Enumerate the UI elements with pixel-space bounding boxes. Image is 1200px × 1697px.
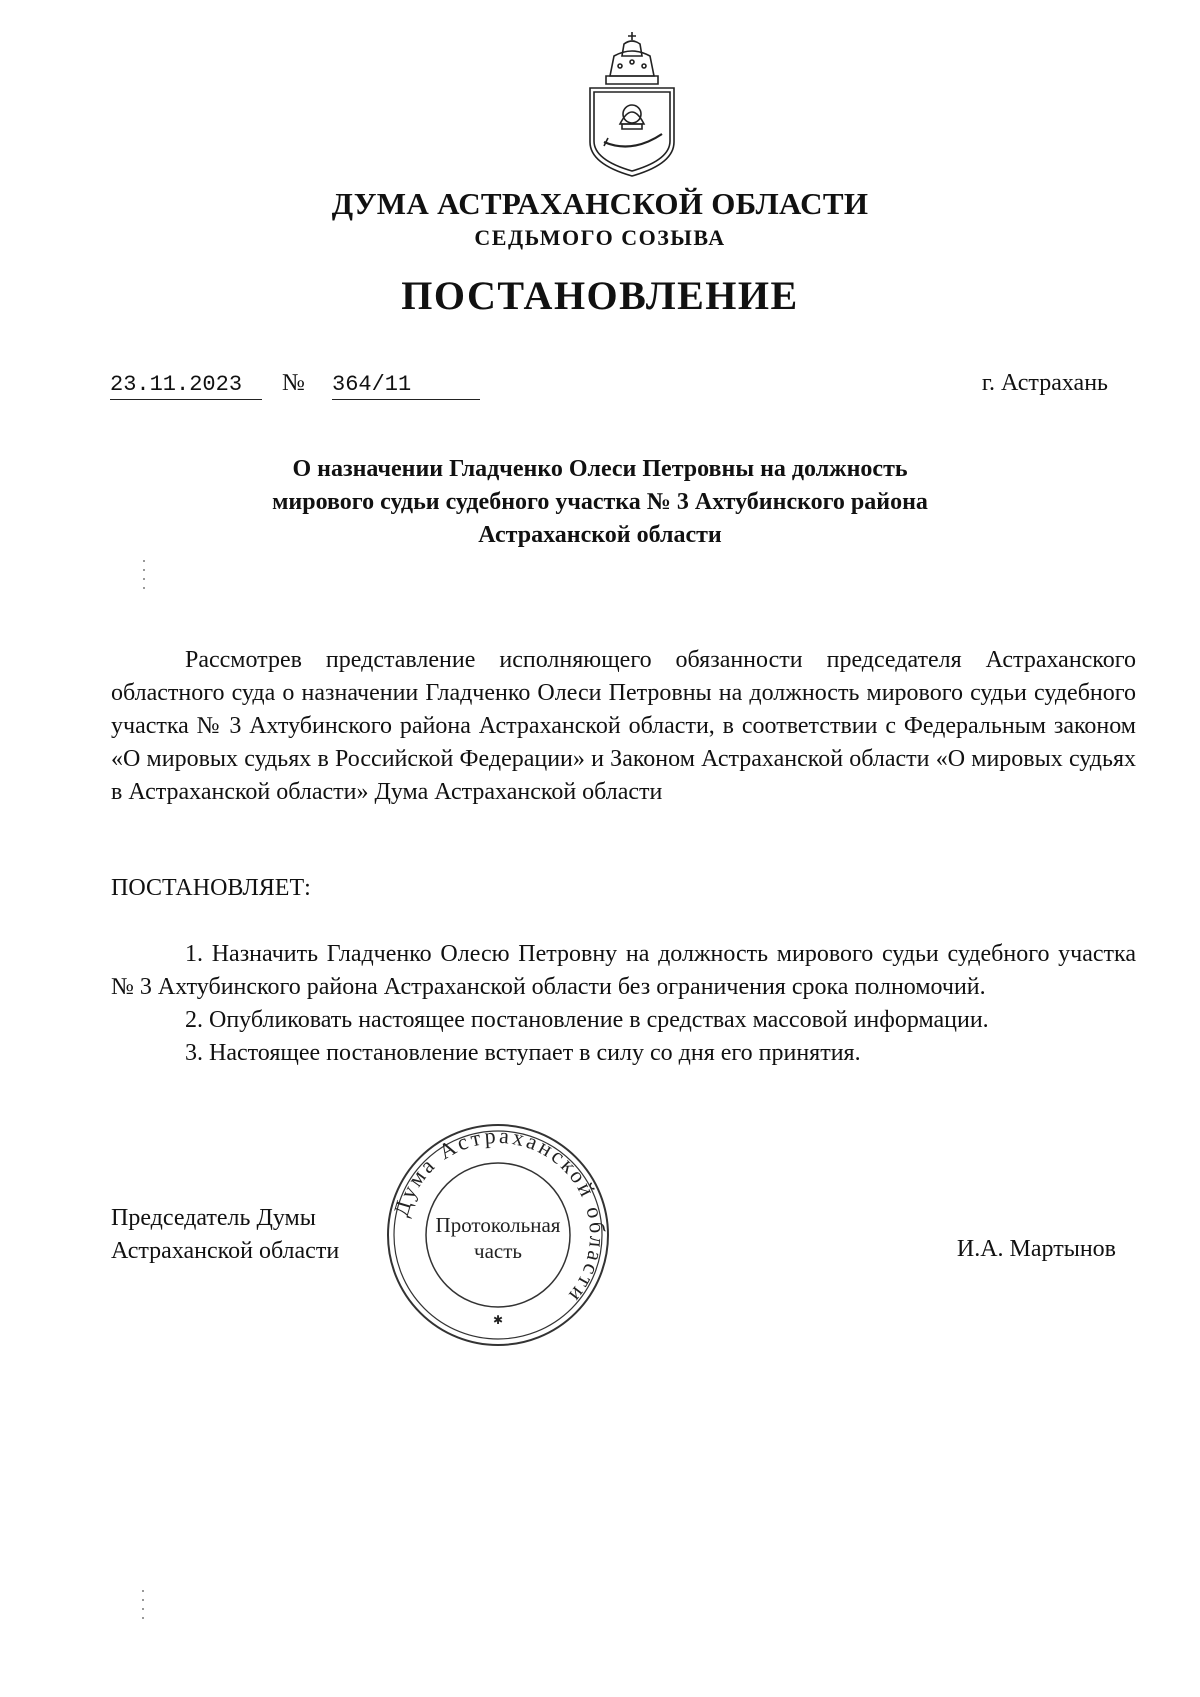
subject-line: мирового судьи судебного участка № 3 Ахтубинского района bbox=[272, 489, 928, 515]
resolution-items bbox=[111, 938, 1136, 1070]
resolution-item: 1. Назначить Гладченко Олесю Петровну на должность мирового судьи судебного участка № 3 Ахтубинского района Астраханской области без ограничения срока полномочий. bbox=[111, 941, 1136, 1000]
signatory-position-line: Председатель Думы bbox=[111, 1205, 316, 1231]
resolution-item: 2. Опубликовать настоящее постановление в средствах массовой информации. bbox=[185, 1007, 989, 1033]
organization-title: ДУМА АСТРАХАНСКОЙ ОБЛАСТИ bbox=[331, 186, 869, 221]
convocation-subtitle: СЕДЬМОГО СОЗЫВА bbox=[474, 225, 726, 250]
document-subject bbox=[150, 453, 1050, 552]
stamp-ring-text: Дума Астраханской области bbox=[387, 1122, 611, 1310]
resolution-item: 3. Настоящее постановление вступает в силу со дня его принятия. bbox=[185, 1040, 861, 1066]
document-date: 23.11.2023 bbox=[110, 372, 262, 400]
margin-dots bbox=[142, 1590, 144, 1626]
official-stamp bbox=[383, 1120, 613, 1350]
issue-city: г. Астрахань bbox=[981, 370, 1108, 396]
resolves-label: ПОСТАНОВЛЯЕТ: bbox=[111, 875, 311, 901]
document-type-heading: ПОСТАНОВЛЕНИЕ bbox=[401, 273, 799, 318]
subject-line: Астраханской области bbox=[478, 522, 722, 548]
signatory-position bbox=[111, 1202, 339, 1268]
signatory-name: И.А. Мартынов bbox=[956, 1236, 1116, 1262]
signatory-position-line: Астраханской области bbox=[111, 1238, 340, 1264]
stamp-center-line: Протокольная bbox=[435, 1213, 561, 1237]
number-sign: № bbox=[282, 370, 305, 396]
coat-of-arms-icon bbox=[584, 30, 680, 178]
preamble-paragraph: Рассмотрев представление исполняющего обязанности председателя Астраханского областного суда о назначении Гладченко Олеси Петровны на должность мирового судьи судебного участка № 3 Ахтубинского района Астраханской области, в соответствии с Федеральным законом «О мировых судьях в Российской Федерации» и Законом Астраханской области «О мировых судьях в Астраханской области» Дума Астраханской области bbox=[111, 647, 1136, 805]
stamp-center-line: часть bbox=[474, 1239, 522, 1263]
stamp-star-icon: ✱ bbox=[492, 1313, 504, 1327]
document-number: 364/11 bbox=[332, 372, 480, 400]
subject-line: О назначении Гладченко Олеси Петровны на должность bbox=[292, 456, 908, 482]
margin-dots bbox=[143, 560, 145, 596]
